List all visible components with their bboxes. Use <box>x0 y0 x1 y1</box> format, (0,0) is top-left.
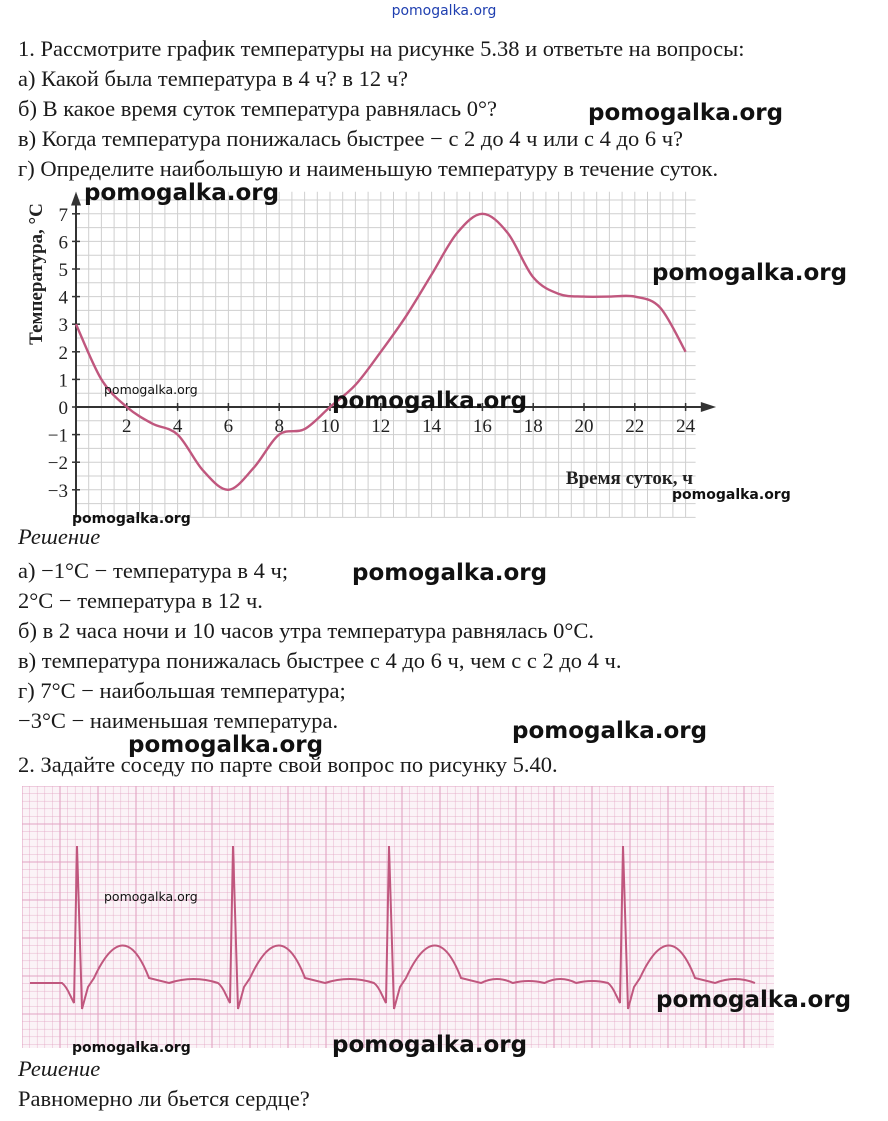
y-axis-label: Температура, °C <box>26 203 47 345</box>
x-tick-label: 2 <box>122 416 132 437</box>
temperature-chart <box>18 182 718 527</box>
watermark: pomogalka.org <box>352 560 548 586</box>
y-tick-label: 1 <box>58 370 68 392</box>
watermark: pomogalka.org <box>512 718 708 744</box>
x-tick-label: 4 <box>172 416 183 437</box>
solution-1-line-3: б) в 2 часа ночи и 10 часов утра температура равнялась 0°C. <box>18 618 594 643</box>
watermark: pomogalka.org <box>672 487 791 503</box>
question-1b: б) В какое время суток температура равнялась 0°? <box>18 96 498 121</box>
solution-2-heading: Решение <box>18 1056 101 1081</box>
watermark: pomogalka.org <box>84 180 280 206</box>
solution-1-line-6: −3°C − наименьшая температура. <box>18 708 339 733</box>
watermark: pomogalka.org <box>72 1040 191 1056</box>
question-1a: а) Какой была температура в 4 ч? в 12 ч? <box>18 66 409 91</box>
question-1d: г) Определите наибольшую и наименьшую температуру в течение суток. <box>18 156 719 181</box>
x-axis-label: Время суток, ч <box>565 468 693 489</box>
watermark: pomogalka.org <box>332 1032 528 1058</box>
solution-2-question: Равномерно ли бьется сердце? <box>18 1086 310 1111</box>
y-axis-arrow <box>71 192 81 206</box>
watermark: pomogalka.org <box>656 987 852 1013</box>
watermark: pomogalka.org <box>652 260 848 286</box>
y-tick-label: 3 <box>58 315 68 337</box>
x-tick-label: 14 <box>422 416 442 437</box>
y-tick-label: 4 <box>58 287 68 309</box>
y-tick-label: −1 <box>47 425 68 447</box>
y-tick-label: 5 <box>58 260 68 281</box>
solution-1-line-4: в) температура понижалась быстрее с 4 до 6 ч, чем с с 2 до 4 ч. <box>18 648 622 673</box>
watermark: pomogalka.org <box>128 732 324 758</box>
y-tick-label: 6 <box>58 232 68 254</box>
x-tick-label: 6 <box>223 416 234 437</box>
watermark: pomogalka.org <box>588 100 784 126</box>
solution-1-heading: Решение <box>18 524 101 549</box>
question-1-title: 1. Рассмотрите график температуры на рисунке 5.38 и ответьте на вопросы: <box>18 36 745 61</box>
x-tick-label: 24 <box>676 416 696 437</box>
x-axis-arrow <box>701 402 716 412</box>
watermark: pomogalka.org <box>72 511 191 527</box>
y-tick-label: 2 <box>58 342 68 364</box>
watermark: pomogalka.org <box>104 889 198 904</box>
y-tick-label: 7 <box>58 204 68 226</box>
x-tick-label: 22 <box>625 416 645 437</box>
question-2-title: 2. Задайте соседу по парте свой вопрос по рисунку 5.40. <box>18 752 558 777</box>
y-tick-label: 0 <box>58 398 68 419</box>
x-tick-label: 10 <box>320 416 340 437</box>
y-tick-label: −2 <box>47 453 68 475</box>
x-tick-label: 8 <box>274 416 284 437</box>
x-tick-label: 18 <box>523 416 543 437</box>
x-tick-label: 20 <box>574 416 594 437</box>
site-watermark-top: pomogalka.org <box>391 3 497 19</box>
watermark: pomogalka.org <box>332 388 528 414</box>
x-tick-label: 16 <box>472 416 492 437</box>
watermark: pomogalka.org <box>104 382 198 397</box>
solution-1-line-2: 2°C − температура в 12 ч. <box>18 588 263 613</box>
solution-1-line-5: г) 7°C − наибольшая температура; <box>18 678 346 703</box>
x-tick-label: 12 <box>371 416 391 437</box>
question-1c: в) Когда температура понижалась быстрее − с 2 до 4 ч или с 4 до 6 ч? <box>18 126 683 151</box>
solution-1-line-1: а) −1°C − температура в 4 ч; <box>18 558 289 583</box>
y-tick-label: −3 <box>47 480 68 502</box>
